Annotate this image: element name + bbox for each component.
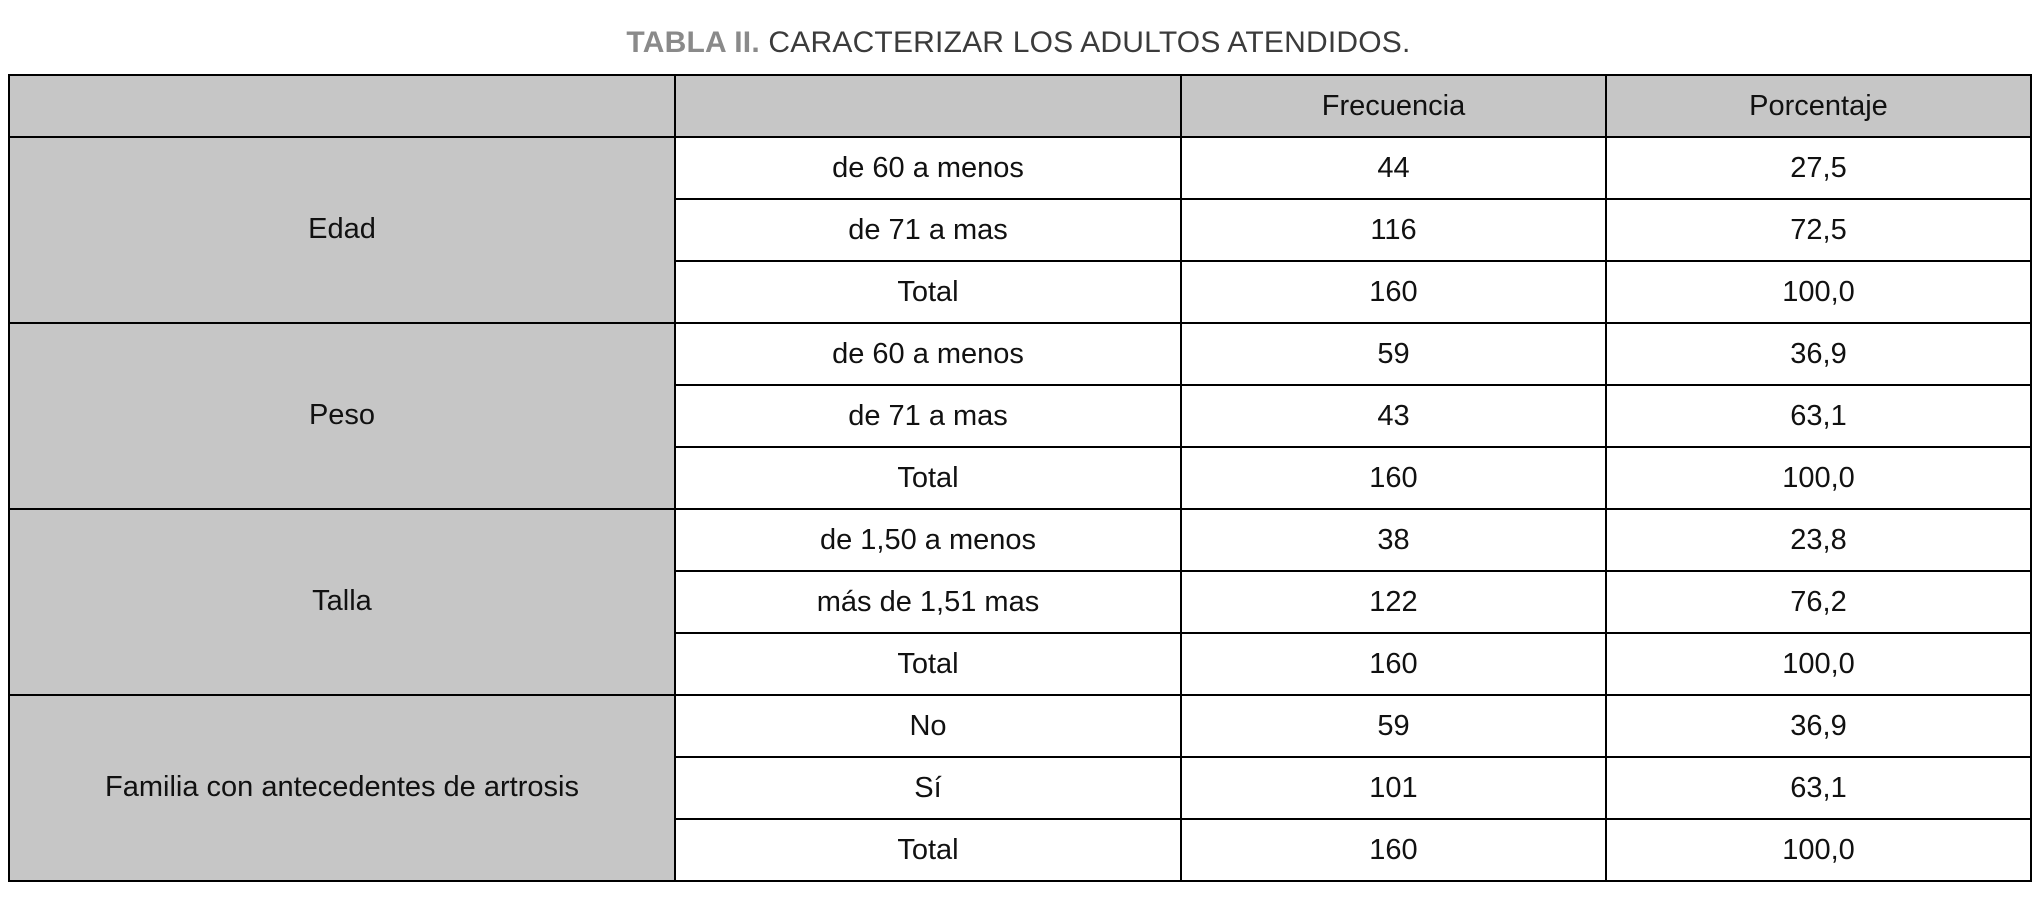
header-cell-porcentaje: Porcentaje — [1606, 75, 2031, 137]
table-row — [9, 323, 2031, 385]
table-caption-text: CARACTERIZAR LOS ADULTOS ATENDIDOS. — [768, 26, 1411, 59]
row-frecuencia: 38 — [1181, 509, 1606, 571]
row-frecuencia: 116 — [1181, 199, 1606, 261]
row-label: de 1,50 a menos — [675, 509, 1181, 571]
table-caption — [0, 0, 2037, 74]
row-frecuencia: 160 — [1181, 633, 1606, 695]
table-caption-label: TABLA II. — [626, 26, 760, 59]
group-label-peso: Peso — [9, 323, 675, 509]
header-cell-category — [675, 75, 1181, 137]
row-frecuencia: 160 — [1181, 819, 1606, 881]
row-porcentaje: 72,5 — [1606, 199, 2031, 261]
table-row — [9, 509, 2031, 571]
group-label-talla: Talla — [9, 509, 675, 695]
row-porcentaje: 63,1 — [1606, 385, 2031, 447]
row-frecuencia: 160 — [1181, 447, 1606, 509]
row-label: Total — [675, 819, 1181, 881]
row-porcentaje: 36,9 — [1606, 323, 2031, 385]
row-label: de 60 a menos — [675, 137, 1181, 199]
row-frecuencia: 101 — [1181, 757, 1606, 819]
row-porcentaje: 63,1 — [1606, 757, 2031, 819]
table-header — [9, 75, 2031, 137]
row-frecuencia: 59 — [1181, 323, 1606, 385]
table-header-row — [9, 75, 2031, 137]
characterization-table — [8, 74, 2032, 882]
row-porcentaje: 36,9 — [1606, 695, 2031, 757]
row-label: de 71 a mas — [675, 199, 1181, 261]
row-porcentaje: 100,0 — [1606, 819, 2031, 881]
row-label: Total — [675, 447, 1181, 509]
row-porcentaje: 100,0 — [1606, 633, 2031, 695]
row-frecuencia: 59 — [1181, 695, 1606, 757]
row-porcentaje: 76,2 — [1606, 571, 2031, 633]
row-label: Sí — [675, 757, 1181, 819]
row-label: de 60 a menos — [675, 323, 1181, 385]
row-frecuencia: 44 — [1181, 137, 1606, 199]
row-label: No — [675, 695, 1181, 757]
row-porcentaje: 100,0 — [1606, 447, 2031, 509]
header-cell-group — [9, 75, 675, 137]
row-frecuencia: 160 — [1181, 261, 1606, 323]
row-porcentaje: 100,0 — [1606, 261, 2031, 323]
group-label-familia-antecedentes: Familia con antecedentes de artrosis — [9, 695, 675, 881]
group-label-edad: Edad — [9, 137, 675, 323]
row-porcentaje: 23,8 — [1606, 509, 2031, 571]
row-label: Total — [675, 633, 1181, 695]
row-label: de 71 a mas — [675, 385, 1181, 447]
row-frecuencia: 43 — [1181, 385, 1606, 447]
table-row — [9, 137, 2031, 199]
row-frecuencia: 122 — [1181, 571, 1606, 633]
header-cell-frecuencia: Frecuencia — [1181, 75, 1606, 137]
row-porcentaje: 27,5 — [1606, 137, 2031, 199]
table-body — [9, 137, 2031, 881]
row-label: más de 1,51 mas — [675, 571, 1181, 633]
row-label: Total — [675, 261, 1181, 323]
table-row — [9, 695, 2031, 757]
